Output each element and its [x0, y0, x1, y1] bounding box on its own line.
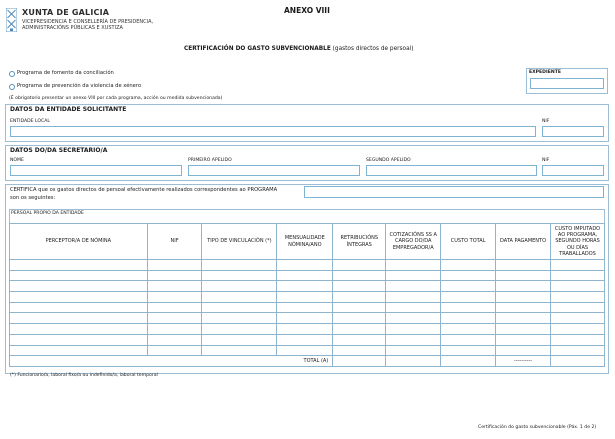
document-title-suffix: (gastos directos de persoal) — [330, 46, 414, 52]
table-cell[interactable] — [202, 324, 277, 335]
table-cell[interactable] — [333, 324, 386, 335]
document-title — [184, 46, 414, 52]
secretary-nif-input[interactable] — [542, 165, 604, 176]
table-cell[interactable] — [496, 334, 551, 345]
personnel-table — [9, 223, 605, 367]
secretary-surname2-label: SEGUNDO APELIDO — [366, 158, 411, 163]
table-cell[interactable] — [202, 334, 277, 345]
table-cell[interactable] — [333, 313, 386, 324]
table-cell[interactable] — [147, 345, 202, 356]
table-cell[interactable] — [147, 334, 202, 345]
table-cell[interactable] — [333, 270, 386, 281]
own-staff-header — [9, 209, 605, 223]
table-cell[interactable] — [333, 345, 386, 356]
program-name-input[interactable] — [304, 186, 604, 198]
table-cell[interactable] — [496, 270, 551, 281]
table-row — [10, 260, 605, 271]
table-cell[interactable] — [386, 313, 441, 324]
col-header-mensualidade: MENSUALIDADE NÓMINA/ANO — [277, 224, 333, 260]
table-cell[interactable] — [10, 302, 148, 313]
table-cell[interactable] — [202, 281, 277, 292]
table-cell[interactable] — [386, 334, 441, 345]
program-violence-label: Programa de prevención da violencia de xénero — [17, 83, 142, 89]
table-cell[interactable] — [277, 334, 333, 345]
entity-local-label: ENTIDADE LOCAL — [10, 119, 50, 124]
table-cell[interactable] — [10, 260, 148, 271]
table-cell[interactable] — [202, 292, 277, 303]
table-cell[interactable] — [10, 345, 148, 356]
col-header-custo-imputado: CUSTO IMPUTADO AO PROGRAMA, SEGUNDO HORAS OU DÍAS TRABALLADOS — [551, 224, 605, 260]
total-dashes: ---------- — [496, 356, 551, 367]
table-cell[interactable] — [277, 292, 333, 303]
table-cell[interactable] — [496, 281, 551, 292]
col-header-retribucions: RETRIBUCIÓNS ÍNTEGRAS — [333, 224, 386, 260]
expediente-input[interactable] — [530, 78, 604, 89]
total-retribucions-cell[interactable] — [333, 356, 386, 367]
table-cell[interactable] — [147, 313, 202, 324]
col-header-data-pagamento: DATA PAGAMENTO — [496, 224, 551, 260]
col-header-custo-total: CUSTO TOTAL — [441, 224, 496, 260]
table-row — [10, 270, 605, 281]
total-cotizacions-cell[interactable] — [386, 356, 441, 367]
table-cell[interactable] — [333, 260, 386, 271]
table-cell[interactable] — [441, 345, 496, 356]
table-cell[interactable] — [551, 302, 605, 313]
table-cell[interactable] — [386, 260, 441, 271]
xunta-logo-icon — [6, 8, 17, 32]
table-cell[interactable] — [202, 345, 277, 356]
table-cell[interactable] — [496, 345, 551, 356]
program-conciliation-radio[interactable] — [9, 71, 15, 77]
table-cell[interactable] — [277, 324, 333, 335]
table-row — [10, 313, 605, 324]
program-violence-radio[interactable] — [9, 84, 15, 90]
total-custo-cell[interactable] — [441, 356, 496, 367]
table-cell[interactable] — [551, 260, 605, 271]
table-cell[interactable] — [202, 313, 277, 324]
table-row — [10, 334, 605, 345]
table-row — [10, 292, 605, 303]
table-cell[interactable] — [277, 281, 333, 292]
table-cell[interactable] — [147, 260, 202, 271]
org-subtitle-line1: VICEPRESIDENCIA E CONSELLERÍA DE PRESIDENCIA, — [22, 19, 154, 25]
secretary-nif-label: NIF — [542, 158, 550, 163]
table-cell[interactable] — [10, 324, 148, 335]
table-cell[interactable] — [386, 292, 441, 303]
col-header-cotizacions: COTIZACIÓNS SS A CARGO DO/DA EMPREGADOR/A — [386, 224, 441, 260]
org-name: XUNTA DE GALICIA — [22, 8, 110, 17]
table-cell[interactable] — [386, 302, 441, 313]
table-cell[interactable] — [277, 270, 333, 281]
table-cell[interactable] — [333, 292, 386, 303]
table-cell[interactable] — [496, 324, 551, 335]
secretary-name-input[interactable] — [10, 165, 182, 176]
table-cell[interactable] — [10, 313, 148, 324]
table-cell[interactable] — [386, 345, 441, 356]
document-title-main: CERTIFICACIÓN DO GASTO SUBVENCIONABLE — [184, 46, 331, 52]
table-cell[interactable] — [441, 260, 496, 271]
secretary-surname1-input[interactable] — [188, 165, 360, 176]
entity-local-input[interactable] — [10, 126, 536, 137]
table-cell[interactable] — [10, 281, 148, 292]
table-cell[interactable] — [386, 270, 441, 281]
entity-nif-input[interactable] — [542, 126, 604, 137]
table-cell[interactable] — [147, 270, 202, 281]
table-cell[interactable] — [441, 281, 496, 292]
table-cell[interactable] — [551, 313, 605, 324]
page-footer: Certificación do gasto subvencionable (Páx. 1 de 2) — [478, 425, 597, 430]
org-subtitle — [22, 19, 192, 32]
certify-text-line2: son os seguintes: — [10, 195, 56, 201]
org-subtitle-line2: ADMINISTRACIÓNS PÚBLICAS E XUSTIZA — [22, 25, 123, 32]
table-cell[interactable] — [441, 334, 496, 345]
table-cell[interactable] — [496, 313, 551, 324]
table-row — [10, 302, 605, 313]
footnote: (*) Funcionario/a, laboral fixo/a ou indefinido/a, laboral temporal — [10, 373, 158, 378]
table-cell[interactable] — [551, 334, 605, 345]
table-cell[interactable] — [333, 281, 386, 292]
table-cell[interactable] — [386, 324, 441, 335]
secretary-surname1-label: PRIMEIRO APELIDO — [188, 158, 232, 163]
table-row — [10, 281, 605, 292]
annex-label: ANEXO VIII — [284, 6, 330, 15]
table-row — [10, 345, 605, 356]
table-cell[interactable] — [496, 302, 551, 313]
table-cell[interactable] — [441, 302, 496, 313]
table-total-row — [10, 356, 605, 367]
table-cell[interactable] — [10, 292, 148, 303]
table-cell[interactable] — [441, 292, 496, 303]
table-row — [10, 324, 605, 335]
table-cell[interactable] — [277, 302, 333, 313]
table-cell[interactable] — [551, 345, 605, 356]
program-conciliation-label: Programa de fomento da conciliación — [17, 70, 114, 76]
table-cell[interactable] — [277, 260, 333, 271]
table-header-row — [10, 224, 605, 260]
table-cell[interactable] — [333, 334, 386, 345]
table-cell[interactable] — [147, 302, 202, 313]
table-cell[interactable] — [333, 302, 386, 313]
program-note: (É obrigatorio presentar un anexo VIII por cada programa, acción ou medida subvencionada) — [9, 96, 223, 101]
table-cell[interactable] — [277, 345, 333, 356]
table-cell[interactable] — [551, 281, 605, 292]
table-cell[interactable] — [441, 313, 496, 324]
table-cell[interactable] — [202, 270, 277, 281]
table-cell[interactable] — [202, 302, 277, 313]
secretary-section-title: DATOS DO/DA SECRETARIO/A — [10, 147, 108, 154]
col-header-nif: NIF — [147, 224, 202, 260]
table-cell[interactable] — [277, 313, 333, 324]
col-header-perceptor: PERCEPTOR/A DE NÓMINA — [10, 224, 148, 260]
table-cell[interactable] — [202, 260, 277, 271]
secretary-surname2-input[interactable] — [366, 165, 537, 176]
table-cell[interactable] — [441, 324, 496, 335]
table-cell[interactable] — [10, 270, 148, 281]
total-imputado-cell[interactable] — [551, 356, 605, 367]
table-cell[interactable] — [10, 334, 148, 345]
table-cell[interactable] — [147, 324, 202, 335]
table-cell[interactable] — [551, 292, 605, 303]
table-cell[interactable] — [496, 292, 551, 303]
entity-nif-label: NIF — [542, 119, 550, 124]
table-cell[interactable] — [496, 260, 551, 271]
table-cell[interactable] — [551, 324, 605, 335]
table-cell[interactable] — [147, 292, 202, 303]
total-label: TOTAL (A) — [10, 356, 333, 367]
own-staff-label: PERSOAL PROPIO DA ENTIDADE — [11, 211, 84, 216]
expediente-label: EXPEDIENTE — [529, 70, 561, 75]
table-cell[interactable] — [147, 281, 202, 292]
entity-section-title: DATOS DA ENTIDADE SOLICITANTE — [10, 106, 127, 113]
certify-text-line1: CERTIFICA que os gastos directos de persoal efectivamente realizados correspondentes ao PROGRAMA — [10, 187, 278, 193]
secretary-name-label: NOME — [10, 158, 24, 163]
table-cell[interactable] — [551, 270, 605, 281]
table-cell[interactable] — [441, 270, 496, 281]
table-cell[interactable] — [386, 281, 441, 292]
col-header-tipo: TIPO DE VINCULACIÓN (*) — [202, 224, 277, 260]
